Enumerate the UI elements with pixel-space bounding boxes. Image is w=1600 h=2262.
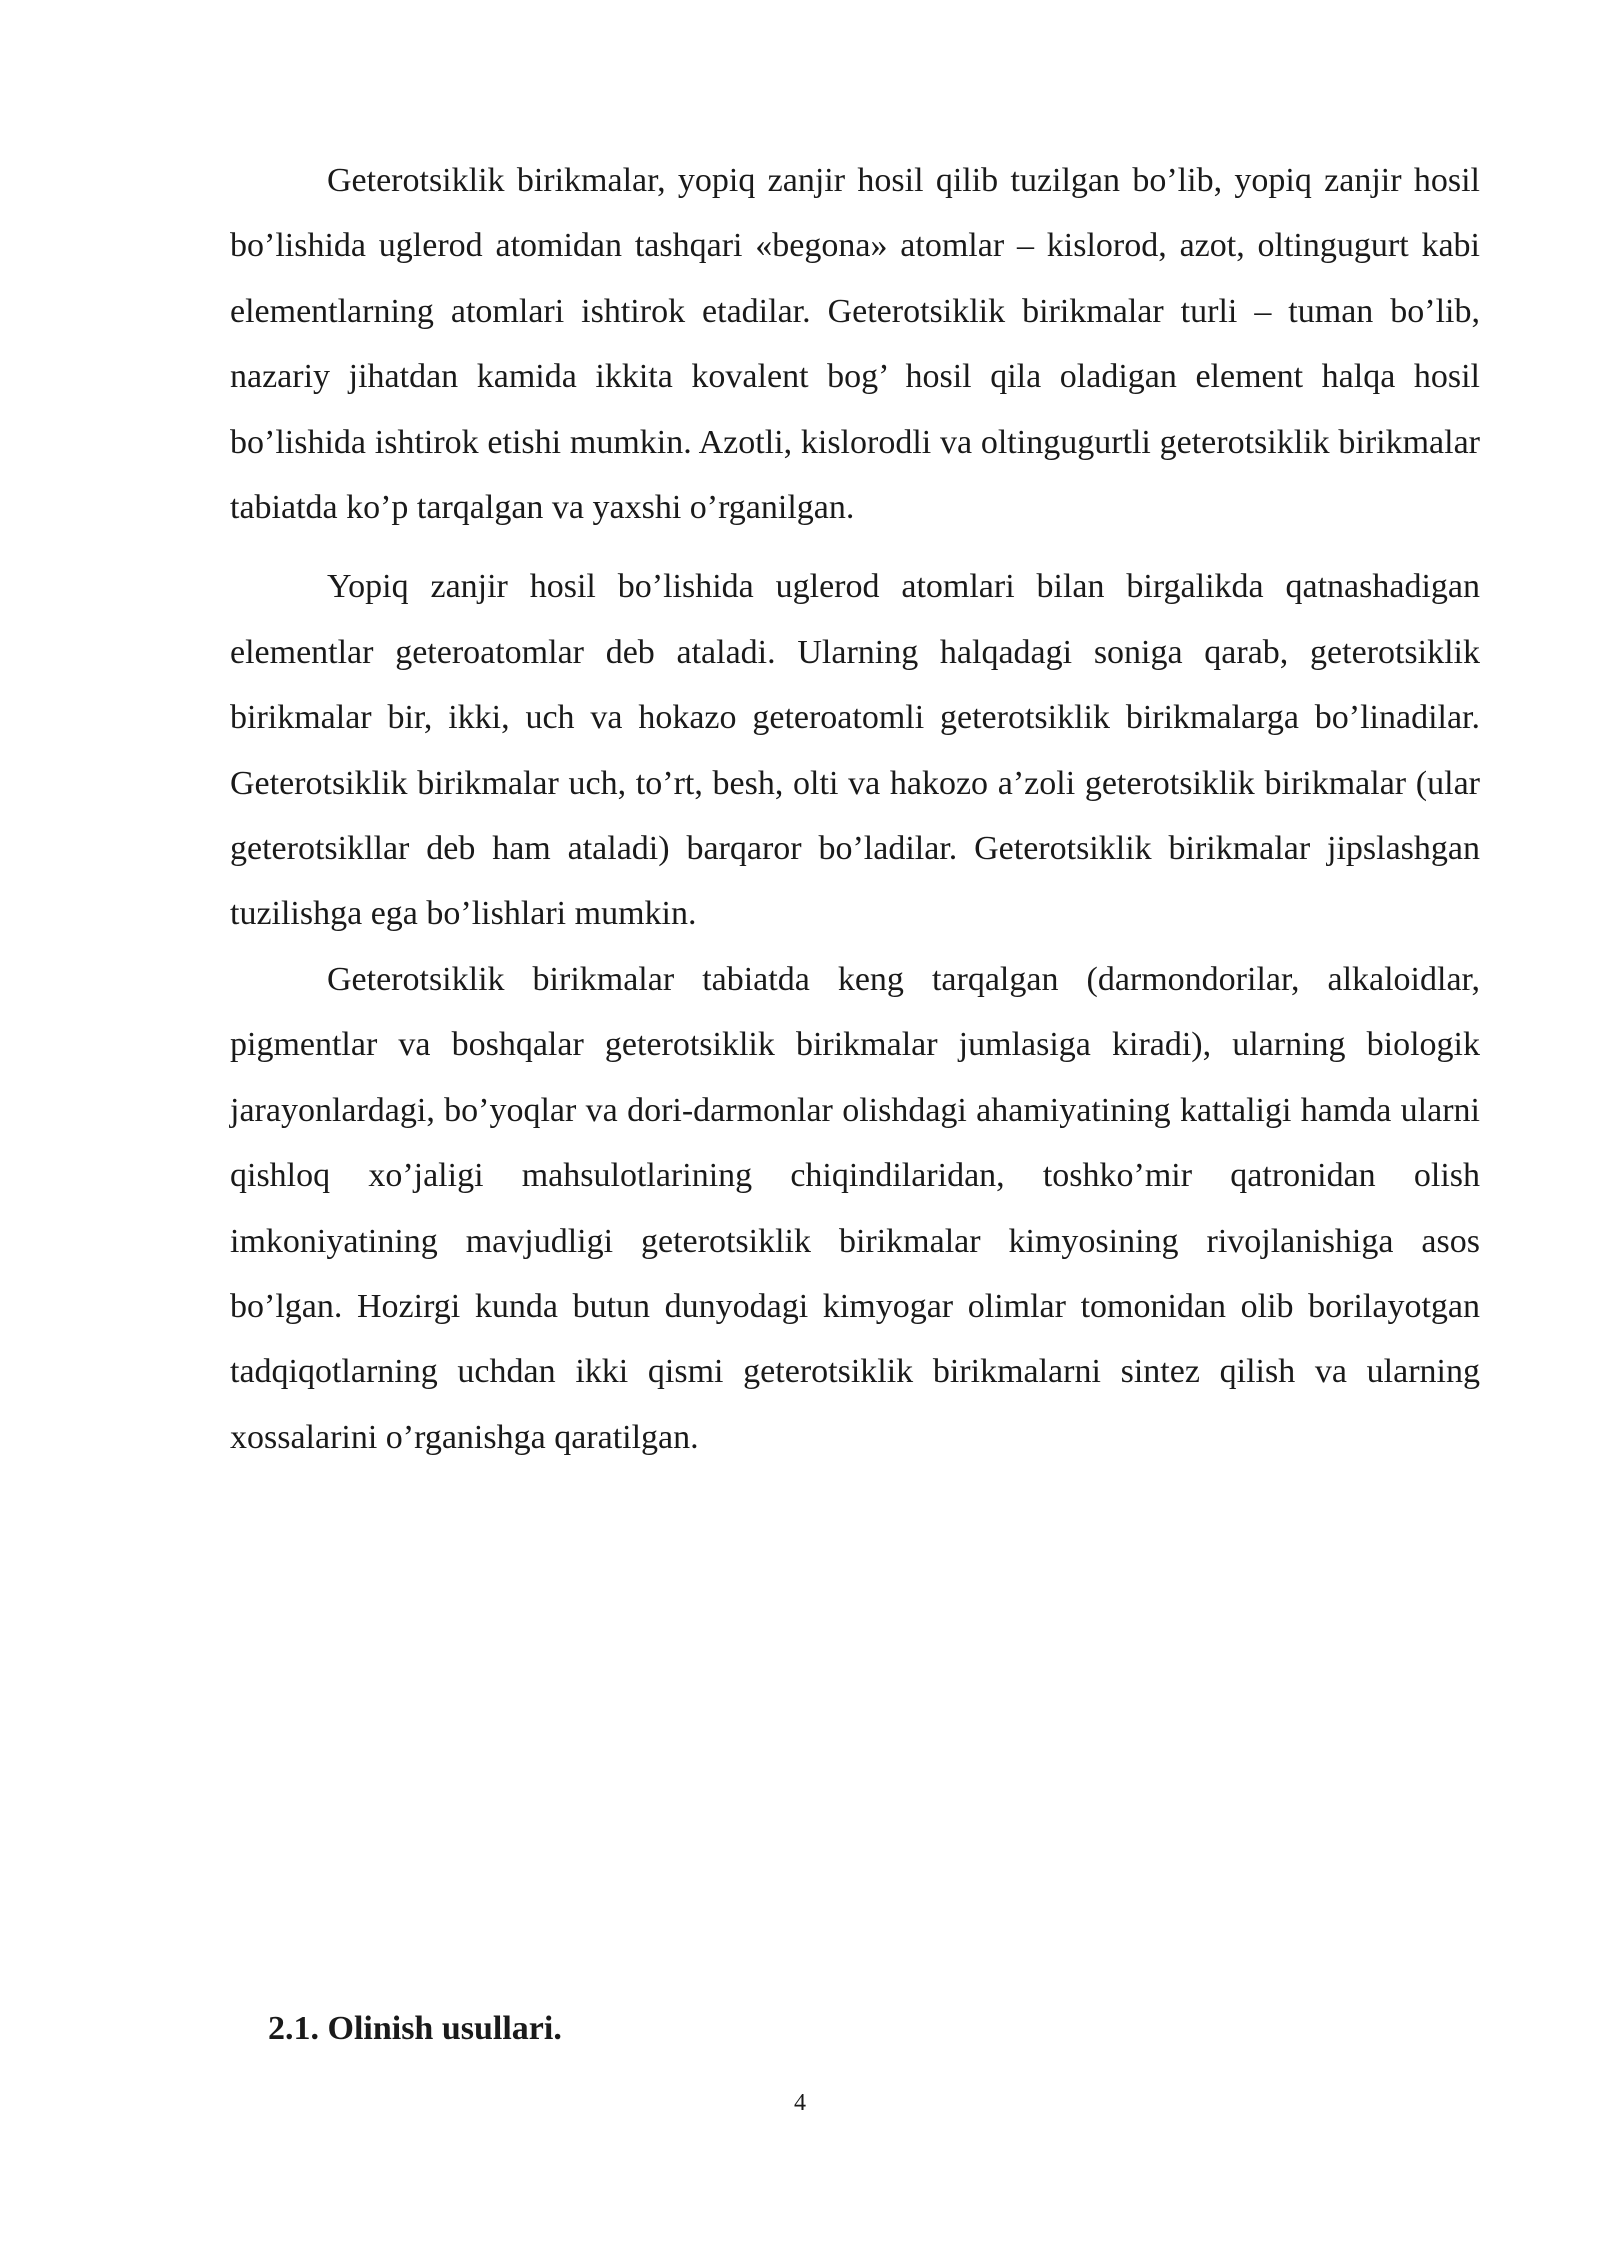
paragraph-1: Geterotsiklik birikmalar, yopiq zanjir hosil qilib tuzilgan bo’lib, yopiq zanjir hosil bo’lishida uglerod atomidan tashqari «begona» atomlar – kislorod, azot, oltingugurt kabi elementlarning atomlari ishtirok etadilar. Geterotsiklik birikmalar turli – tuman bo’lib, nazariy jihatdan kamida ikkita kovalent bog’ hosil qila oladigan element halqa hosil bo’lishida ishtirok etishi mumkin. Azotli, kislorodli va oltingugurtli geterotsiklik birikmalar tabiatda ko’p tarqalgan va yaxshi o’rganilgan.	[230, 162, 1480, 527]
page-number: 4	[794, 2090, 806, 2116]
body-text	[230, 148, 1480, 1470]
paragraph-3: Geterotsiklik birikmalar tabiatda keng tarqalgan (darmondorilar, alkaloidlar, pigmentlar va boshqalar geterotsiklik birikmalar jumlasiga kiradi), ularning biologik jarayonlardagi, bo’yoqlar va dori-darmonlar olishdagi ahamiyatining kattaligi hamda ularni qishloq xo’jaligi mahsulotlarining chiqindilaridan, toshko’mir qatronidan olish imkoniyatining mavjudligi geterotsiklik birikmalar kimyosining rivojlanishiga asos bo’lgan. Hozirgi kunda butun dunyodagi kimyogar olimlar tomonidan olib borilayotgan tadqiqotlarning uchdan ikki qismi geterotsiklik birikmalarni sintez qilish va ularning xossalarini o’rganishga qaratilgan.	[230, 960, 1480, 1456]
paragraph-2: Yopiq zanjir hosil bo’lishida uglerod atomlari bilan birgalikda qatnashadigan elementlar geteroatomlar deb ataladi. Ularning halqadagi soniga qarab, geterotsiklik birikmalar bir, ikki, uch va hokazo geteroatomli geterotsiklik birikmalarga bo’linadilar. Geterotsiklik birikmalar uch, to’rt, besh, olti va hakozo a’zoli geterotsiklik birikmalar (ular geterotsikllar deb ham ataladi) barqaror bo’ladilar. Geterotsiklik birikmalar jipslashgan tuzilishga ega bo’lishlari mumkin.	[230, 568, 1480, 933]
section-heading: 2.1. Olinish usullari.	[268, 2010, 562, 2047]
